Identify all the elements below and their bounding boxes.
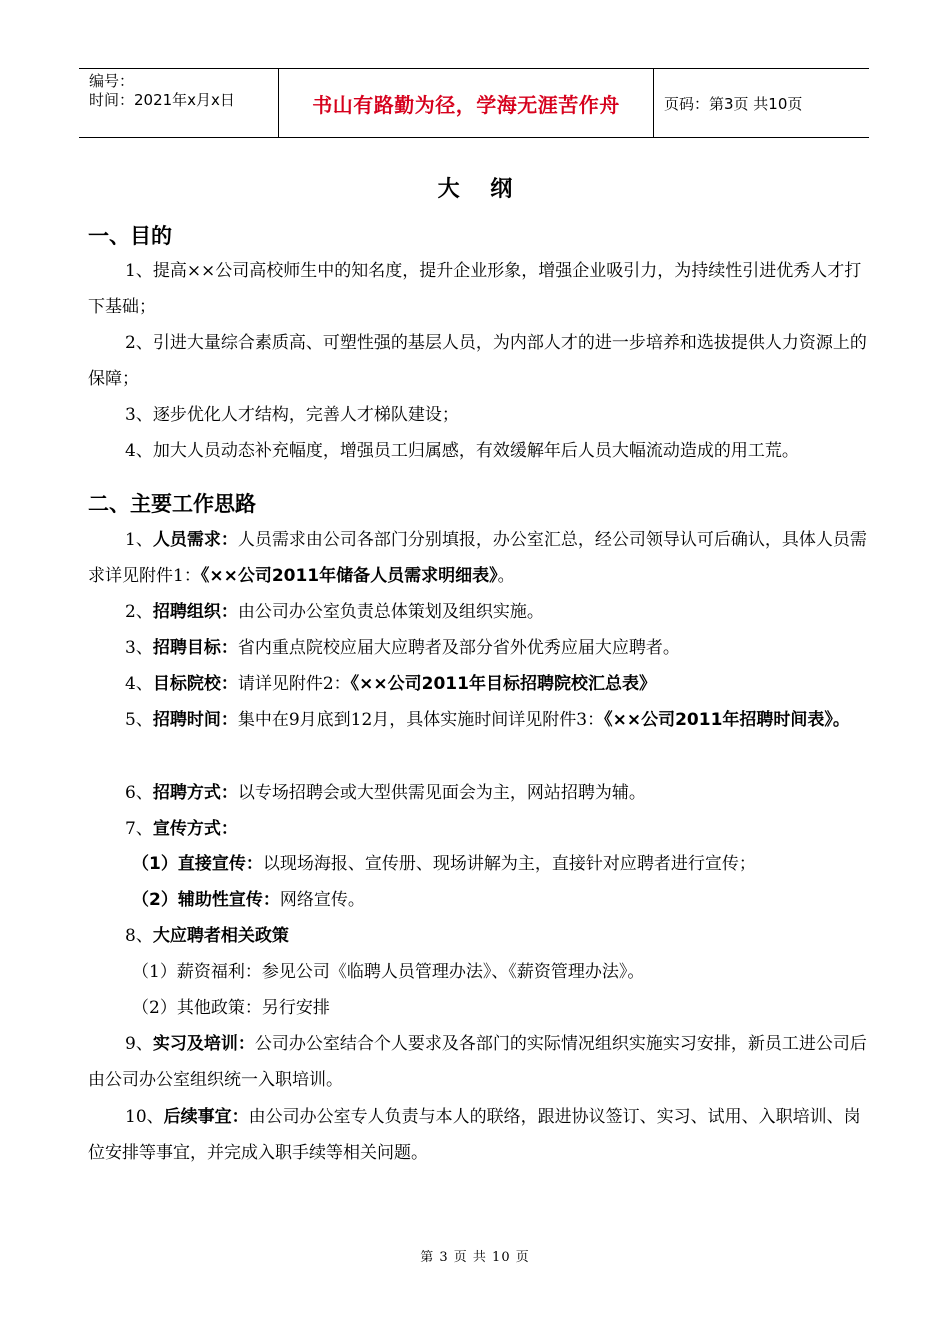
approach-item-6: 6、招聘方式：以专场招聘会或大型供需见面会为主，网站招聘为辅。: [125, 783, 646, 803]
approach-item-7b: （2）辅助性宣传：网络宣传。: [132, 890, 365, 910]
document-title: 大 纲: [437, 177, 513, 202]
header-left-cell: [79, 69, 279, 137]
approach-item-5: 5、招聘时间：集中在9月底到12月，具体实施时间详见附件3：《××公司2011年招聘时间表》。: [125, 710, 850, 730]
approach-item-1: 1、人员需求：人员需求由公司各部门分别填报，办公室汇总，经公司领导认可后确认，具体人员需求详见附件1：《××公司2011年储备人员需求明细表》。: [88, 530, 867, 586]
approach-item-3: 3、招聘目标：省内重点院校应届大应聘者及部分省外优秀应届大应聘者。: [125, 638, 680, 658]
approach-item-4: 4、目标院校：请详见附件2：《××公司2011年目标招聘院校汇总表》: [125, 674, 656, 694]
section-heading-purpose: 一、目的: [88, 224, 172, 248]
approach-item-7: 7、宣传方式：: [125, 819, 238, 839]
approach-item-7a: （1）直接宣传：以现场海报、宣传册、现场讲解为主，直接针对应聘者进行宣传；: [132, 854, 756, 874]
section-heading-approach: 二、主要工作思路: [88, 492, 256, 516]
page-footer: 第 3 页 共 10 页: [420, 1250, 530, 1265]
number-label: 编号：: [89, 72, 135, 90]
purpose-item-1: 1、提高××公司高校师生中的知名度，提升企业形象，增强企业吸引力，为持续性引进优秀人才打下基础；: [88, 261, 862, 317]
purpose-item-3: 3、逐步优化人才结构，完善人才梯队建设；: [125, 405, 459, 425]
approach-item-2: 2、招聘组织：由公司办公室负责总体策划及组织实施。: [125, 602, 544, 622]
motto: 书山有路勤为径，学海无涯苦作舟: [279, 69, 654, 137]
approach-item-8: 8、大应聘者相关政策: [125, 926, 289, 946]
page-header: [79, 68, 869, 138]
approach-item-9: 9、实习及培训：公司办公室结合个人要求及各部门的实际情况组织实施实习安排，新员工进公司后由公司办公室组织统一入职培训。: [88, 1034, 867, 1090]
page-code: 页码：第3页 共10页: [664, 94, 803, 113]
time-label: 时间：2021年x月x日: [89, 91, 235, 109]
approach-item-8b: （2）其他政策：另行安排: [132, 998, 330, 1018]
approach-item-10: 10、后续事宜：由公司办公室专人负责与本人的联络，跟进协议签订、实习、试用、入职培训、岗位安排等事宜，并完成入职手续等相关问题。: [88, 1107, 861, 1163]
purpose-item-4: 4、加大人员动态补充幅度，增强员工归属感，有效缓解年后人员大幅流动造成的用工荒。: [125, 441, 799, 461]
purpose-item-2: 2、引进大量综合素质高、可塑性强的基层人员，为内部人才的进一步培养和选拔提供人力资源上的保障；: [88, 333, 867, 389]
approach-item-8a: （1）薪资福利：参见公司《临聘人员管理办法》、《薪资管理办法》。: [132, 962, 645, 982]
